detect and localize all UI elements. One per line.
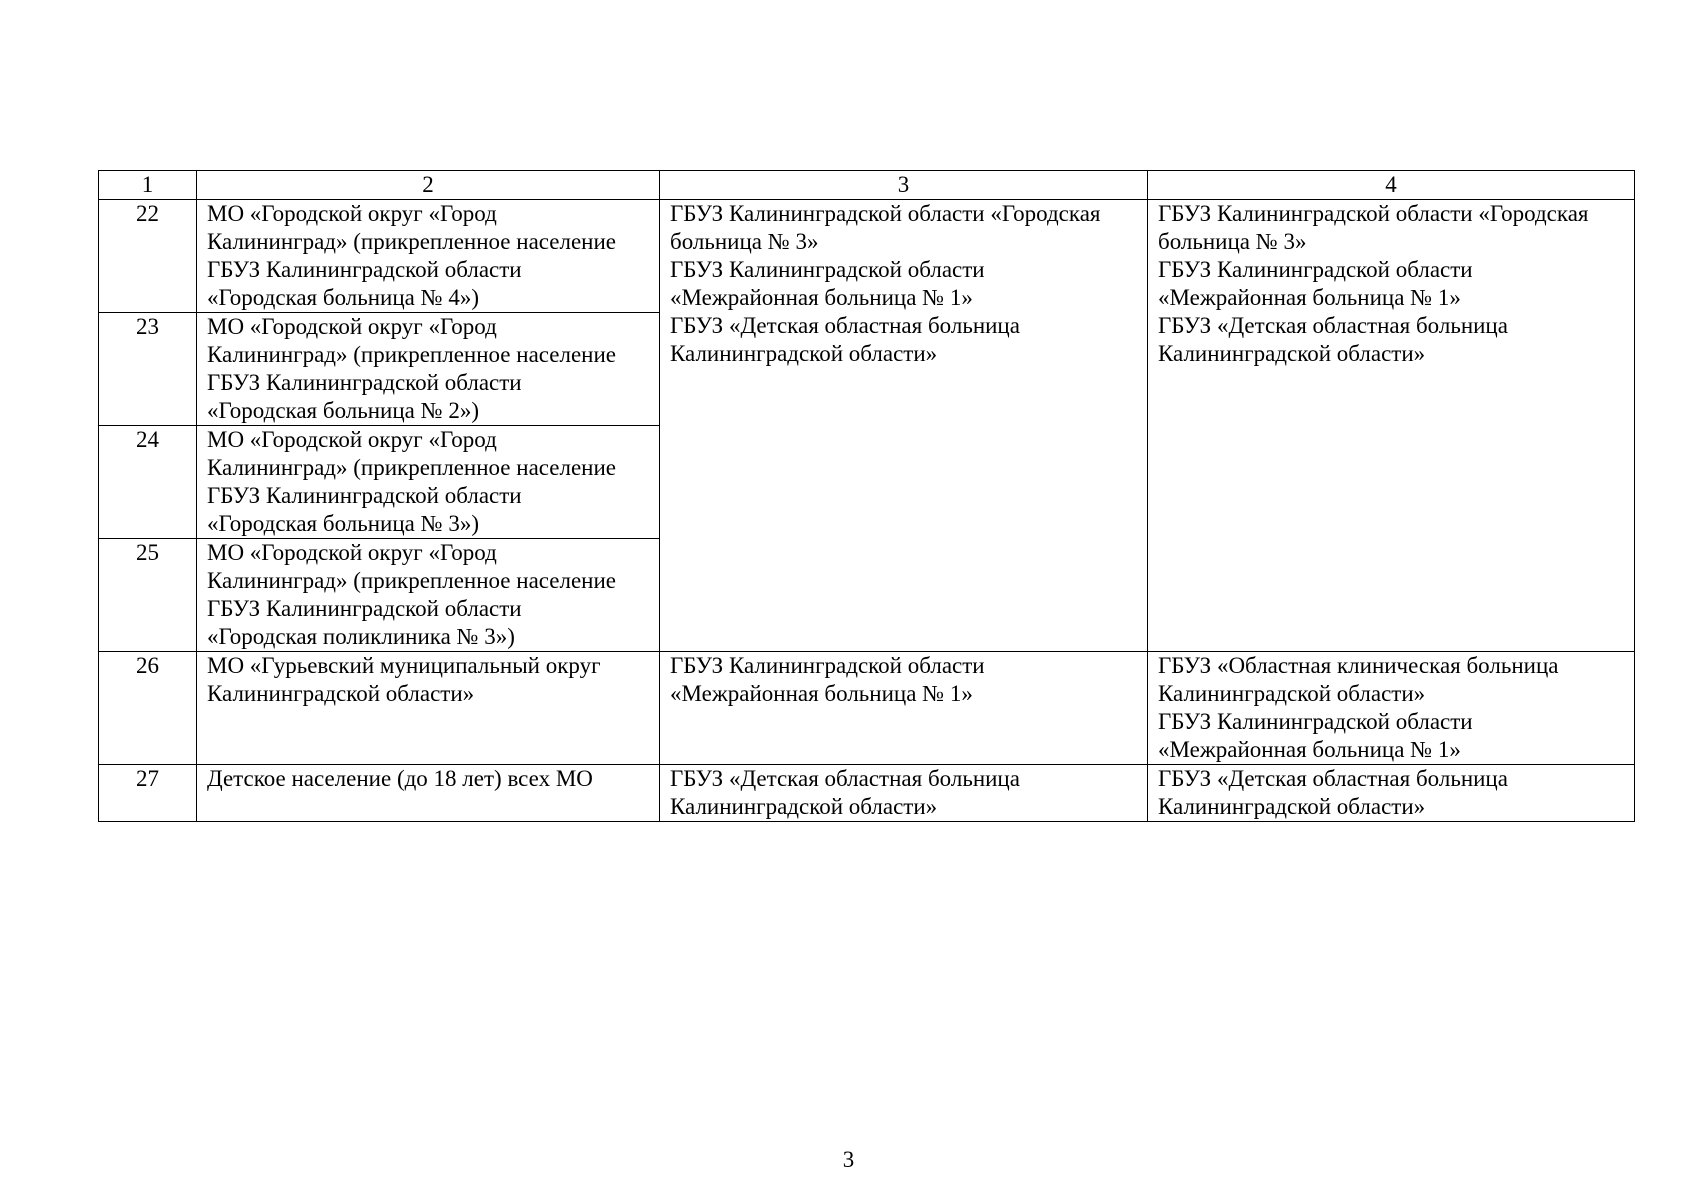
- municipality-cell: [197, 200, 660, 313]
- municipality-cell: [197, 313, 660, 426]
- cell-line: «Межрайонная больница № 1»: [1158, 737, 1461, 762]
- cell-line: Калининградской области»: [670, 794, 938, 819]
- cell-line: «Городская больница № 3»): [207, 511, 479, 536]
- cell-line: ГБУЗ «Детская областная больница: [670, 313, 1020, 338]
- cell-line: ГБУЗ Калининградской области: [670, 257, 985, 282]
- row-number: 24: [99, 426, 197, 539]
- institution-cell-col4: [1148, 200, 1635, 652]
- cell-line: ГБУЗ Калининградской области: [207, 370, 522, 395]
- municipality-cell: [197, 652, 660, 765]
- page-number: 3: [842, 1147, 855, 1172]
- cell-line: Калининград» (прикрепленное население: [207, 229, 616, 254]
- cell-line: ГБУЗ Калининградской области: [207, 483, 522, 508]
- cell-line: ГБУЗ Калининградской области «Городская: [1158, 201, 1589, 226]
- row-number: 23: [99, 313, 197, 426]
- row-number: 25: [99, 539, 197, 652]
- institution-cell-col4: [1148, 765, 1635, 822]
- cell-line: Калининградской области»: [207, 681, 475, 706]
- cell-line: Калининград» (прикрепленное население: [207, 455, 616, 480]
- cell-line: «Городская больница № 2»): [207, 398, 479, 423]
- hospital-assignment-table: [98, 170, 1635, 822]
- institution-cell-col3: [660, 652, 1148, 765]
- cell-line: ГБУЗ «Детская областная больница: [670, 766, 1020, 791]
- cell-line: ГБУЗ Калининградской области: [1158, 257, 1473, 282]
- cell-line: ГБУЗ «Областная клиническая больница: [1158, 653, 1559, 678]
- institution-cell-col4: [1148, 652, 1635, 765]
- header-col-3: 3: [660, 171, 1148, 200]
- header-col-4: 4: [1148, 171, 1635, 200]
- cell-line: «Межрайонная больница № 1»: [1158, 285, 1461, 310]
- cell-line: больница № 3»: [670, 229, 819, 254]
- cell-line: ГБУЗ «Детская областная больница: [1158, 313, 1508, 338]
- cell-line: ГБУЗ Калининградской области «Городская: [670, 201, 1101, 226]
- row-number: 26: [99, 652, 197, 765]
- cell-line: «Городская поликлиника № 3»): [207, 624, 515, 649]
- cell-line: Калининградской области»: [1158, 794, 1426, 819]
- cell-line: Детское население (до 18 лет) всех МО: [207, 766, 593, 791]
- institution-cell-col3: [660, 200, 1148, 652]
- cell-line: ГБУЗ Калининградской области: [670, 653, 985, 678]
- cell-line: МО «Городской округ «Город: [207, 201, 497, 226]
- table-row: [99, 652, 1635, 765]
- cell-line: ГБУЗ Калининградской области: [207, 257, 522, 282]
- cell-line: ГБУЗ Калининградской области: [207, 596, 522, 621]
- table-row: [99, 765, 1635, 822]
- row-number: 27: [99, 765, 197, 822]
- cell-line: Калининград» (прикрепленное население: [207, 568, 616, 593]
- cell-line: Калининградской области»: [1158, 341, 1426, 366]
- cell-line: Калининград» (прикрепленное население: [207, 342, 616, 367]
- cell-line: больница № 3»: [1158, 229, 1307, 254]
- municipality-cell: [197, 539, 660, 652]
- cell-line: ГБУЗ «Детская областная больница: [1158, 766, 1508, 791]
- table-header-row: [99, 171, 1635, 200]
- municipality-cell: [197, 765, 660, 822]
- table-row: [99, 200, 1635, 313]
- institution-cell-col3: [660, 765, 1148, 822]
- cell-line: МО «Гурьевский муниципальный округ: [207, 653, 601, 678]
- cell-line: ГБУЗ Калининградской области: [1158, 709, 1473, 734]
- cell-line: МО «Городской округ «Город: [207, 314, 497, 339]
- cell-line: МО «Городской округ «Город: [207, 427, 497, 452]
- cell-line: МО «Городской округ «Город: [207, 540, 497, 565]
- cell-line: «Межрайонная больница № 1»: [670, 285, 973, 310]
- header-col-2: 2: [197, 171, 660, 200]
- cell-line: Калининградской области»: [670, 341, 938, 366]
- row-number: 22: [99, 200, 197, 313]
- cell-line: «Городская больница № 4»): [207, 285, 479, 310]
- header-col-1: 1: [99, 171, 197, 200]
- municipality-cell: [197, 426, 660, 539]
- cell-line: «Межрайонная больница № 1»: [670, 681, 973, 706]
- cell-line: Калининградской области»: [1158, 681, 1426, 706]
